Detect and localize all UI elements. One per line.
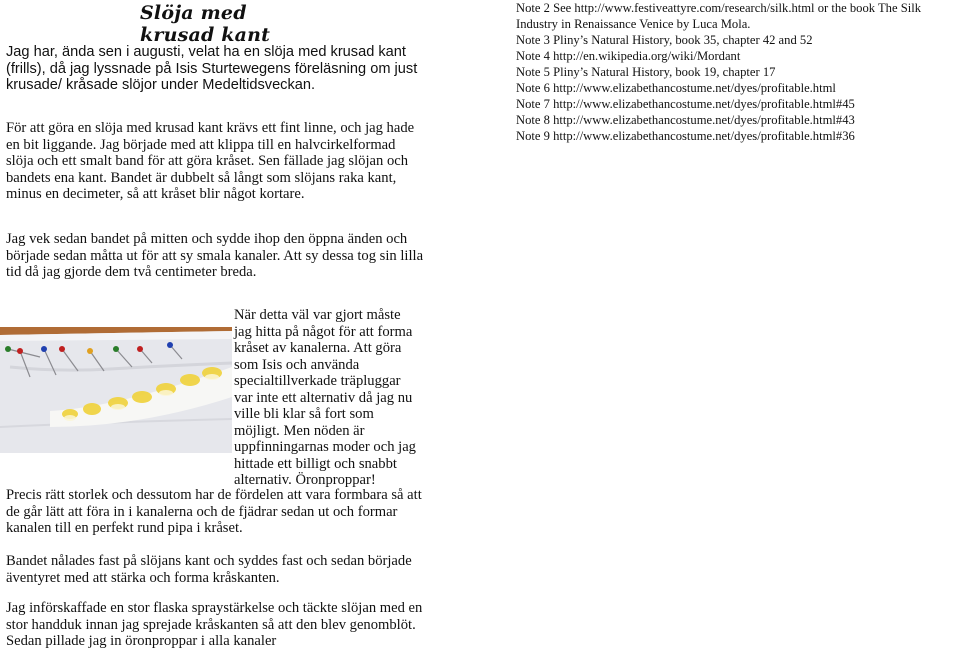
paragraph-channels: Jag vek sedan bandet på mitten och sydde ihop den öppna änden och började sedan måtta ut för att sy smala kanaler. Att sy dessa tog sin lilla tid då jag gjorde dem två centimeter breda. bbox=[6, 231, 424, 280]
paragraph-earplugs: När detta väl var gjort måste jag hitta på något för att forma kråset av kanalerna. Att göra som Isis och använda specialtillverkade träpluggar var inte ett alternativ då jag nu ville bli klar så fort som möjligt. Men nöden är uppfinningarnas moder och jag hittade ett billigt och snabbt alternativ. Öronproppar! bbox=[234, 307, 416, 488]
footnote-9: Note 9 http://www.elizabethancostume.net/dyes/profitable.html#36 bbox=[516, 129, 855, 143]
footnote-8: Note 8 http://www.elizabethancostume.net/dyes/profitable.html#43 bbox=[516, 113, 855, 127]
paragraph-pinned: Bandet nålades fast på slöjans kant och syddes fast och sedan började äventyret med att stärka och forma kråskanten. bbox=[6, 553, 412, 586]
paragraph-starch: Jag införskaffade en stor flaska spraystärkelse och täckte slöjan med en stor handduk innan jag sprejade kråskanten så att den blev genomblöt. Sedan pillade jag in öronproppar i alla kanaler bbox=[6, 600, 423, 649]
intro-paragraph: Jag har, ända sen i augusti, velat ha en slöja med krusad kant (frills), då jag lyssnade på Isis Sturtewegens föreläsning om just krusade/ kråsade slöjor under Medeltidsveckan. bbox=[6, 44, 418, 93]
page-title: Slöja med krusad kant bbox=[140, 2, 271, 46]
footnote-6: Note 6 http://www.elizabethancostume.net/dyes/profitable.html bbox=[516, 81, 836, 95]
footnote-5: Note 5 Pliny’s Natural History, book 19, chapter 17 bbox=[516, 65, 776, 79]
paragraph-size: Precis rätt storlek och dessutom har de fördelen att vara formbara så att de går lätt att föra in i kanalerna och de fjädrar sedan ut och formar kanalen till en perfekt rund pipa i kråset. bbox=[6, 487, 422, 536]
footnote-4: Note 4 http://en.wikipedia.org/wiki/Mordant bbox=[516, 49, 741, 63]
footnote-2: Note 2 See http://www.festiveattyre.com/research/silk.html or the book The Silk Industry in Renaissance Venice by Luca Mola. bbox=[516, 1, 922, 31]
footnote-3: Note 3 Pliny’s Natural History, book 35, chapter 42 and 52 bbox=[516, 33, 813, 47]
footnote-7: Note 7 http://www.elizabethancostume.net/dyes/profitable.html#45 bbox=[516, 97, 855, 111]
paragraph-linen: För att göra en slöja med krusad kant krävs ett fint linne, och jag hade en bit liggande. Jag började med att klippa till en halvcirkelformad slöja och ett smalt band för att göra kråset. Sen fällade jag slöjan och bandets ena kant. Bandet är dubbelt så långt som slöjans raka kant, minus en decimeter, så att kråset blir något kortare. bbox=[6, 120, 415, 202]
earplug-ruffle-photo bbox=[0, 327, 232, 453]
footnotes-list bbox=[516, 0, 960, 144]
